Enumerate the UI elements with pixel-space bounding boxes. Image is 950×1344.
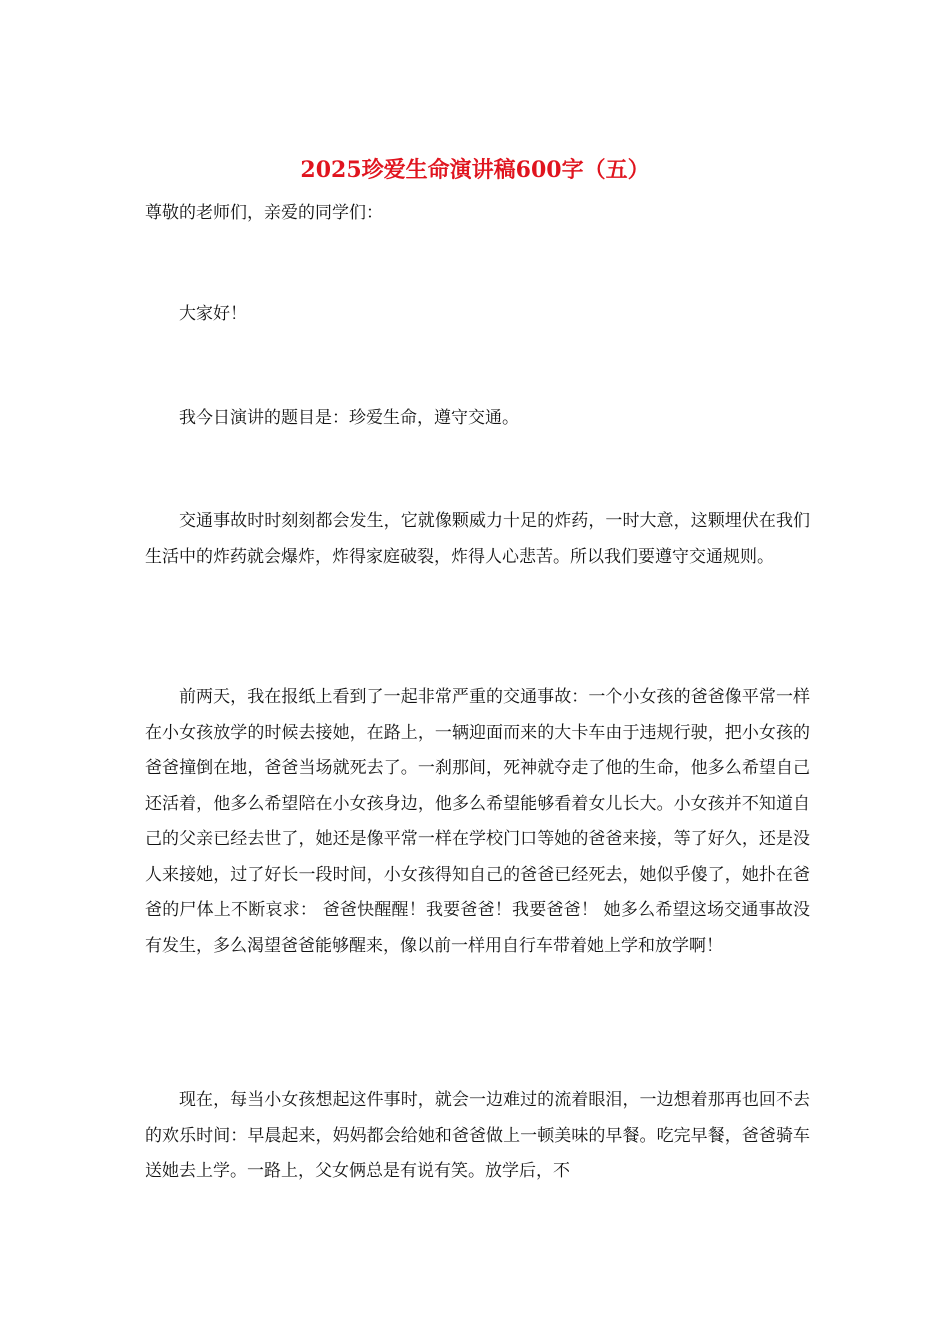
paragraph-news-story: 前两天，我在报纸上看到了一起非常严重的交通事故：一个小女孩的爸爸像平常一样在小女孩放学的时候去接她，在路上，一辆迎面而来的大卡车由于违规行驶，把小女孩的爸爸撞倒在地，爸爸当场就死去了。一刹那间，死神就夺走了他的生命，他多么希望自己还活着，他多么希望陪在小女孩身边，他多么希望能够看着女儿长大。小女孩并不知道自己的父亲已经去世了，她还是像平常一样在学校门口等她的爸爸来接，等了好久，还是没人来接她，过了好长一段时间，小女孩得知自己的爸爸已经死去，她似乎傻了，她扑在爸爸的尸体上不断哀求： 爸爸快醒醒！我要爸爸！我要爸爸！ 她多么希望这场交通事故没有发生，多么渴望爸爸能够醒来，像以前一样用自行车带着她上学和放学啊！	[145, 687, 810, 956]
document-title: 2025珍爱生命演讲稿600字（五）	[300, 157, 650, 183]
salutation: 尊敬的老师们，亲爱的同学们：	[145, 203, 383, 223]
paragraph-topic: 我今日演讲的题目是：珍爱生命，遵守交通。	[179, 408, 519, 428]
paragraph-greeting: 大家好！	[179, 304, 247, 324]
paragraph-memories: 现在，每当小女孩想起这件事时，就会一边难过的流着眼泪，一边想着那再也回不去的欢乐时间：早晨起来，妈妈都会给她和爸爸做上一顿美味的早餐。吃完早餐，爸爸骑车送她去上学。一路上，父女俩总是有说有笑。放学后，不	[145, 1090, 810, 1181]
paragraph-traffic-accidents: 交通事故时时刻刻都会发生，它就像颗威力十足的炸药，一时大意，这颗埋伏在我们生活中的炸药就会爆炸，炸得家庭破裂，炸得人心悲苦。所以我们要遵守交通规则。	[145, 511, 810, 567]
